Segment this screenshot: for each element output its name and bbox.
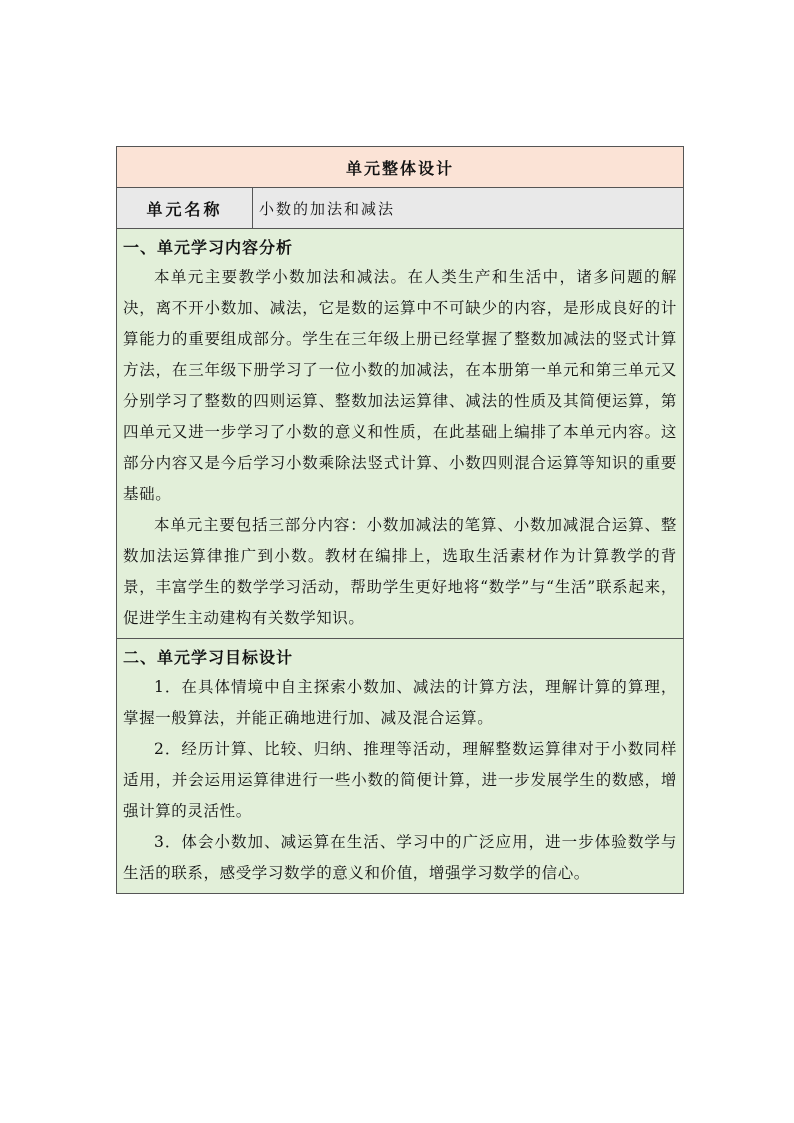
content-analysis-paragraph: 本单元主要包括三部分内容：小数加减法的笔算、小数加减混合运算、整数加法运算律推广到小数。教材在编排上，选取生活素材作为计算教学的背景，丰富学生的数学学习活动，帮助学生更好地将“数学”与“生活”联系起来，促进学生主动建构有关数学知识。 — [123, 516, 677, 627]
unit-design-table — [116, 146, 684, 894]
unit-name-value: 小数的加法和减法 — [253, 188, 684, 229]
learning-goals-section — [117, 639, 684, 894]
content-analysis-section — [117, 229, 684, 639]
content-analysis-heading: 一、单元学习内容分析 — [123, 238, 294, 257]
learning-goal-item: 2．经历计算、比较、归纳、推理等活动，理解整数运算律对于小数同样适用，并会运用运算律进行一些小数的简便计算，进一步发展学生的数感，增强计算的灵活性。 — [123, 740, 677, 820]
table-title: 单元整体设计 — [117, 147, 684, 188]
unit-name-label: 单元名称 — [117, 188, 253, 229]
content-analysis-paragraph: 本单元主要教学小数加法和减法。在人类生产和生活中，诸多问题的解决，离不开小数加、减法，它是数的运算中不可缺少的内容，是形成良好的计算能力的重要组成部分。学生在三年级上册已经掌握了整数加减法的竖式计算方法，在三年级下册学习了一位小数的加减法，在本册第一单元和第三单元又分别学习了整数的四则运算、整数加法运算律、减法的性质及其简便运算，第四单元又进一步学习了小数的意义和性质，在此基础上编排了本单元内容。这部分内容又是今后学习小数乘除法竖式计算、小数四则混合运算等知识的重要基础。 — [123, 268, 677, 503]
learning-goal-item: 1．在具体情境中自主探索小数加、减法的计算方法，理解计算的算理，掌握一般算法，并能正确地进行加、减及混合运算。 — [123, 678, 677, 727]
learning-goals-heading: 二、单元学习目标设计 — [123, 648, 294, 667]
learning-goal-item: 3．体会小数加、减运算在生活、学习中的广泛应用，进一步体验数学与生活的联系，感受学习数学的意义和价值，增强学习数学的信心。 — [123, 833, 677, 882]
